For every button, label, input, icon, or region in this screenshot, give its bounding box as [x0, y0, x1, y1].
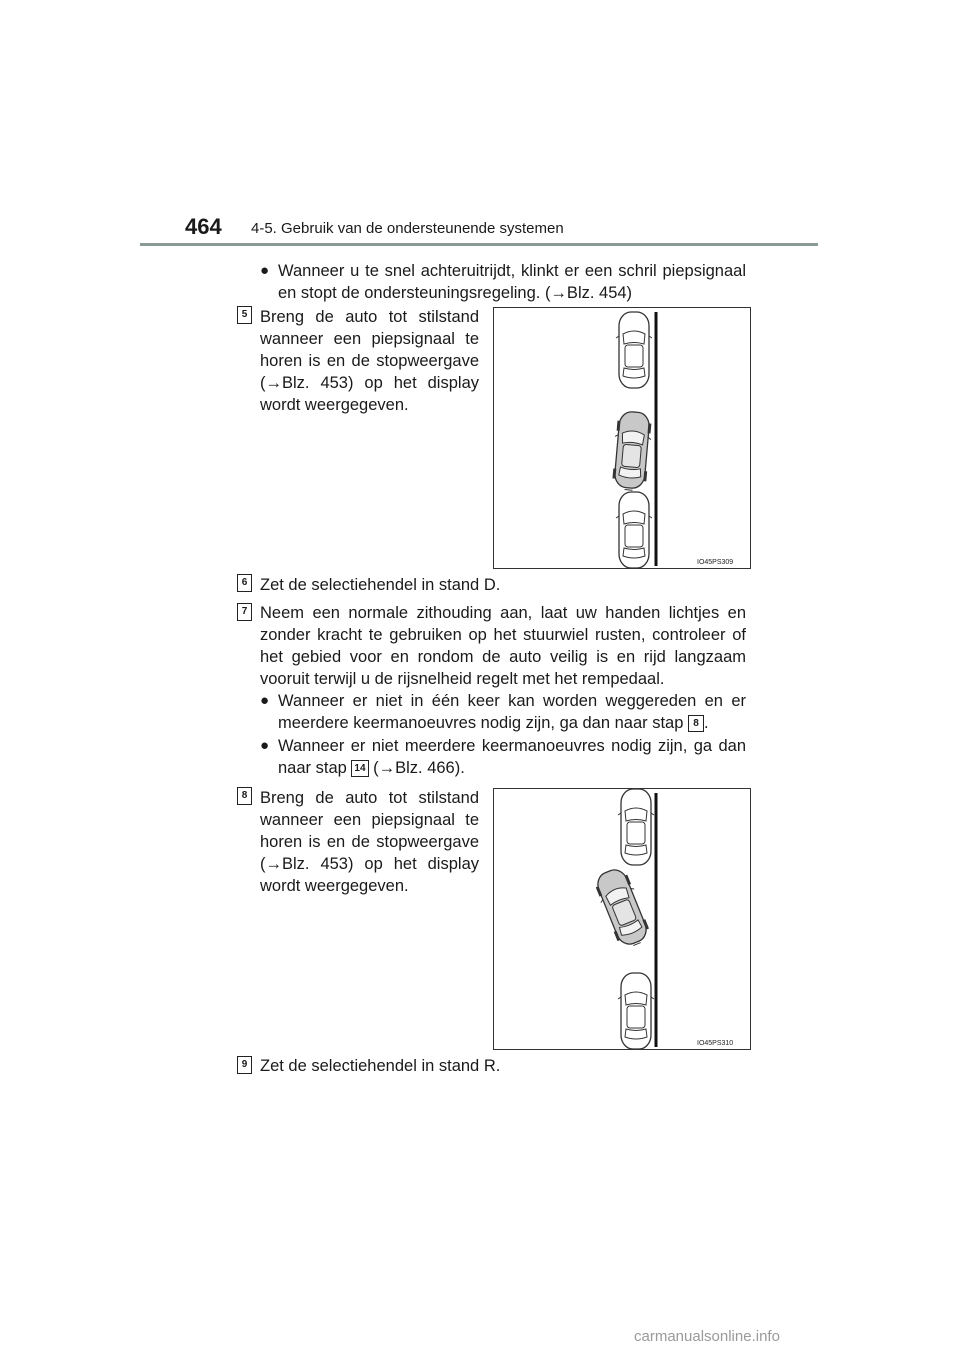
intro-bullet: [260, 260, 746, 304]
step7-bullet2-end: (→Blz. 466).: [373, 759, 465, 777]
bullet-icon: ●: [260, 737, 270, 754]
parking-diagram-309: [494, 308, 750, 568]
step-ref-8: 8: [688, 715, 704, 732]
page-number: 464: [185, 214, 222, 239]
figure-code: IO45PS310: [697, 1040, 734, 1047]
step7-text: Neem een normale zithouding aan, laat uw handen lichtjes en zonder kracht te gebruiken op het stuurwiel rusten, controleer of het gebied voor en rondom de auto veilig is en rijd langzaam vooruit terwijl u de rijsnelheid regelt met het rempedaal.: [260, 604, 746, 688]
step8-text: Breng de auto tot stilstand wanneer een piepsignaal te horen is en de stopweergave (→Blz. 453) op het display wordt weergegeven.: [260, 789, 479, 895]
bullet-icon: ●: [260, 692, 270, 709]
step7-bullet2-text: Wanneer er niet meerdere keermanoeuvres nodig zijn, ga dan naar stap: [278, 737, 746, 777]
step9-text: Zet de selectiehendel in stand R.: [260, 1057, 501, 1075]
intro-bullet-text: Wanneer u te snel achteruitrijdt, klinkt er een schril piepsignaal en stopt de ondersteuningsregeling. (→Blz. 454): [278, 262, 746, 302]
step7-bullet1-text: Wanneer er niet in één keer kan worden weggereden en er meerdere keermanoeuvres nodig zijn, ga dan naar stap: [278, 692, 746, 732]
figure-code: IO45PS309: [697, 559, 734, 566]
step-number-5: 5: [237, 306, 252, 324]
figure-parking-step8: [493, 788, 751, 1050]
bullet-icon: ●: [260, 262, 270, 279]
section-title: 4-5. Gebruik van de ondersteunende systemen: [251, 220, 564, 237]
parking-diagram-310: [494, 789, 750, 1049]
footer-watermark: carmanualsonline.info: [634, 1328, 780, 1345]
step-ref-14: 14: [351, 760, 368, 777]
step-number-6: 6: [237, 574, 252, 592]
step-number-9: 9: [237, 1056, 252, 1074]
step7-bullet-2: [260, 735, 746, 779]
step-number-8: 8: [237, 787, 252, 805]
header-divider: [140, 243, 818, 246]
step5-text: Breng de auto tot stilstand wanneer een piepsignaal te horen is en de stopweergave (→Blz. 453) op het display wordt weergegeven.: [260, 308, 479, 414]
step7-bullet1-end: .: [704, 714, 709, 732]
step6-text: Zet de selectiehendel in stand D.: [260, 576, 501, 594]
figure-parking-step5: [493, 307, 751, 569]
step7-bullet-1: [260, 690, 746, 734]
step-number-7: 7: [237, 603, 252, 621]
